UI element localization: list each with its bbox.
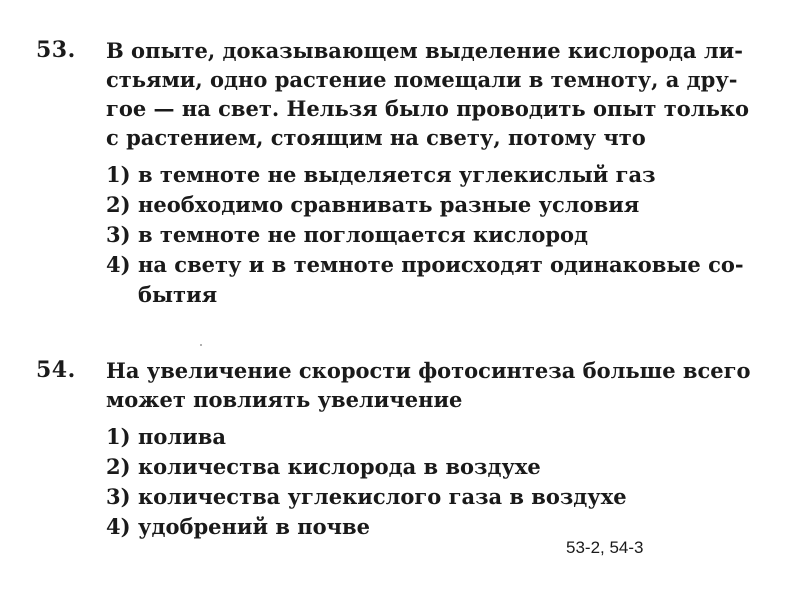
answer-number: 1) xyxy=(106,424,131,449)
answer-option-4 xyxy=(106,512,776,542)
answer-option-1 xyxy=(106,160,776,190)
answer-option-2 xyxy=(106,190,776,220)
question-number: 54. xyxy=(36,357,76,383)
answer-number: 3) xyxy=(106,222,131,247)
answer-text xyxy=(138,190,639,220)
answer-text-line: необходимо сравнивать разные условия xyxy=(138,192,640,217)
answer-number: 1) xyxy=(106,162,131,187)
answer-number: 3) xyxy=(106,484,131,509)
answer-text xyxy=(138,250,744,310)
answer-text-line: бытия xyxy=(138,282,218,307)
answer-text-line: количества углекислого газа в воздухе xyxy=(138,484,627,509)
question-text-line: стьями, одно растение помещали в темноту, а дру- xyxy=(106,67,738,92)
question-header xyxy=(36,36,776,152)
answer-option-3 xyxy=(106,482,776,512)
answer-number: 4) xyxy=(106,514,131,539)
answer-option-1 xyxy=(106,422,776,452)
answer-option-4 xyxy=(106,250,776,310)
answer-text xyxy=(138,452,541,482)
question-number: 53. xyxy=(36,37,76,63)
answer-number: 2) xyxy=(106,192,131,217)
answer-text xyxy=(138,160,656,190)
answer-text xyxy=(138,482,627,512)
answer-text-line: количества кислорода в воздухе xyxy=(138,454,541,479)
answer-option-3 xyxy=(106,220,776,250)
answer-text xyxy=(138,512,370,542)
answer-text-line: удобрений в почве xyxy=(138,514,370,539)
answer-list xyxy=(106,160,776,310)
question-text xyxy=(106,356,776,414)
answer-text-line: в темноте не поглощается кислород xyxy=(138,222,589,247)
answer-option-2 xyxy=(106,452,776,482)
question-text-line: В опыте, доказывающем выделение кислорода ли- xyxy=(106,38,743,63)
answer-number: 2) xyxy=(106,454,131,479)
answer-text-line: на свету и в темноте происходят одинаковые со- xyxy=(138,252,744,277)
question-text-line: с растением, стоящим на свету, потому что xyxy=(106,125,646,150)
answer-key: 53-2, 54-3 xyxy=(566,538,644,557)
answer-number: 4) xyxy=(106,252,131,277)
answer-text-line: в темноте не выделяется углекислый газ xyxy=(138,162,656,187)
answer-list xyxy=(106,422,776,542)
scan-speck xyxy=(200,344,202,346)
answer-text-line: полива xyxy=(138,424,226,449)
question-text-line: На увеличение скорости фотосинтеза больше всего xyxy=(106,358,751,383)
answer-text xyxy=(138,220,588,250)
question-54 xyxy=(36,356,776,542)
question-header xyxy=(36,356,776,414)
answer-text xyxy=(138,422,226,452)
question-53 xyxy=(36,36,776,310)
question-text-line: может повлиять увеличение xyxy=(106,387,463,412)
question-text-line: гое — на свет. Нельзя было проводить опыт только xyxy=(106,96,750,121)
question-text xyxy=(106,36,776,152)
